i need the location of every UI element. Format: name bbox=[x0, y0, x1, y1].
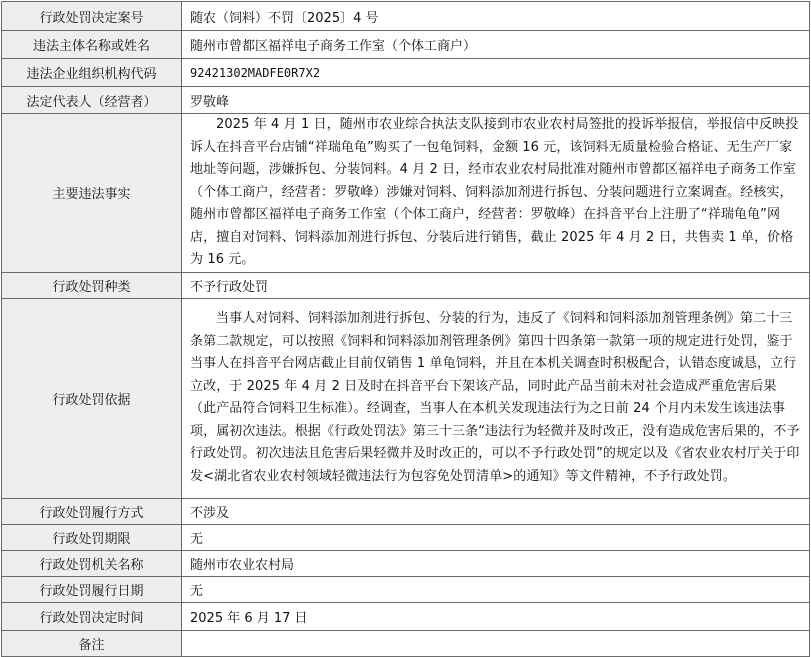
penalty-type-value: 不予行政处罚 bbox=[182, 272, 810, 298]
row-label-violation-facts: 主要违法事实 bbox=[2, 114, 182, 273]
row-label-remarks: 备注 bbox=[2, 630, 182, 656]
remarks-value bbox=[182, 630, 810, 656]
row-label-penalty-basis: 行政处罚依据 bbox=[2, 298, 182, 498]
penalty-basis-value: 当事人对饲料、饲料添加剂进行拆包、分装的行为，违反了《饲料和饲料添加剂管理条例》第二十三条第二款规定，可以按照《饲料和饲料添加剂管理条例》第四十四条第一款第一项的规定进行处罚，鉴于当事人在抖音平台网店截止目前仅销售 1 单龟饲料，并且在本机关调查时积极配合，认错态度诚恳，立行立改，于 2025 年 4 月 2 日及时在抖音平台下架该产品，同时此产品当前未对社会造成严重危害后果（此产品符合饲料卫生标准）。经调查，当事人在本机关发现违法行为之日前 24 个月内未发生该违法事项，属初次违法。根据《行政处罚法》第三十三条“违法行为轻微并及时改正，没有造成危害后果的，不予行政处罚。初次违法且危害后果轻微并及时改正的，可以不予行政处罚”的规定以及《省农业农村厅关于印发<湖北省农业农村领域轻微违法行为包容免处罚清单>的通知》等文件精神，不予行政处罚。 bbox=[182, 298, 810, 498]
row-label-subject-name: 违法主体名称或姓名 bbox=[2, 31, 182, 59]
row-label-penalty-period: 行政处罚期限 bbox=[2, 524, 182, 550]
table-row bbox=[2, 272, 810, 298]
row-label-decision-time: 行政处罚决定时间 bbox=[2, 602, 182, 630]
fulfillment-date-value: 无 bbox=[182, 576, 810, 602]
row-label-fulfillment-date: 行政处罚履行日期 bbox=[2, 576, 182, 602]
legal-rep-value: 罗敬峰 bbox=[182, 87, 810, 114]
case-number-value: 随农（饲料）不罚〔2025〕4 号 bbox=[182, 2, 810, 31]
row-label-legal-rep: 法定代表人（经营者） bbox=[2, 87, 182, 114]
penalty-record-table bbox=[1, 1, 810, 657]
row-label-case-number: 行政处罚决定案号 bbox=[2, 2, 182, 31]
violation-facts-value: 2025 年 4 月 1 日，随州市农业综合执法支队接到市农业农村局签批的投诉举报信，举报信中反映投诉人在抖音平台店铺“祥瑞龟龟”购买了一包龟饲料，金额 16 元，该饲料无质量检验合格证、无生产厂家地址等问题，涉嫌拆包、分装饲料。4 月 2 日，经市农业农村局批准对随州市曾都区福祥电子商务工作室（个体工商户，经营者：罗敬峰）涉嫌对饲料、饲料添加剂进行拆包、分装问题进行立案调查。经核实，随州市曾都区福祥电子商务工作室（个体工商户，经营者：罗敬峰）在抖音平台上注册了“祥瑞龟龟”网店，擅自对饲料、饲料添加剂进行拆包、分装后进行销售，截止 2025 年 4 月 2 日，共售卖 1 单，价格为 16 元。 bbox=[182, 114, 810, 273]
table-row bbox=[2, 602, 810, 630]
table-row bbox=[2, 59, 810, 87]
table-row bbox=[2, 87, 810, 114]
fulfillment-method-value: 不涉及 bbox=[182, 498, 810, 524]
table-row bbox=[2, 298, 810, 498]
table-row bbox=[2, 550, 810, 576]
row-label-authority-name: 行政处罚机关名称 bbox=[2, 550, 182, 576]
table-row bbox=[2, 576, 810, 602]
table-row bbox=[2, 31, 810, 59]
table-row bbox=[2, 114, 810, 273]
table-row bbox=[2, 524, 810, 550]
subject-name-value: 随州市曾都区福祥电子商务工作室（个体工商户） bbox=[182, 31, 810, 59]
org-code-value: 92421302MADFE0R7X2 bbox=[182, 59, 810, 87]
table-row bbox=[2, 630, 810, 656]
row-label-fulfillment-method: 行政处罚履行方式 bbox=[2, 498, 182, 524]
decision-time-value: 2025 年 6 月 17 日 bbox=[182, 602, 810, 630]
table-row bbox=[2, 2, 810, 31]
penalty-period-value: 无 bbox=[182, 524, 810, 550]
row-label-org-code: 违法企业组织机构代码 bbox=[2, 59, 182, 87]
row-label-penalty-type: 行政处罚种类 bbox=[2, 272, 182, 298]
table-row bbox=[2, 498, 810, 524]
authority-name-value: 随州市农业农村局 bbox=[182, 550, 810, 576]
